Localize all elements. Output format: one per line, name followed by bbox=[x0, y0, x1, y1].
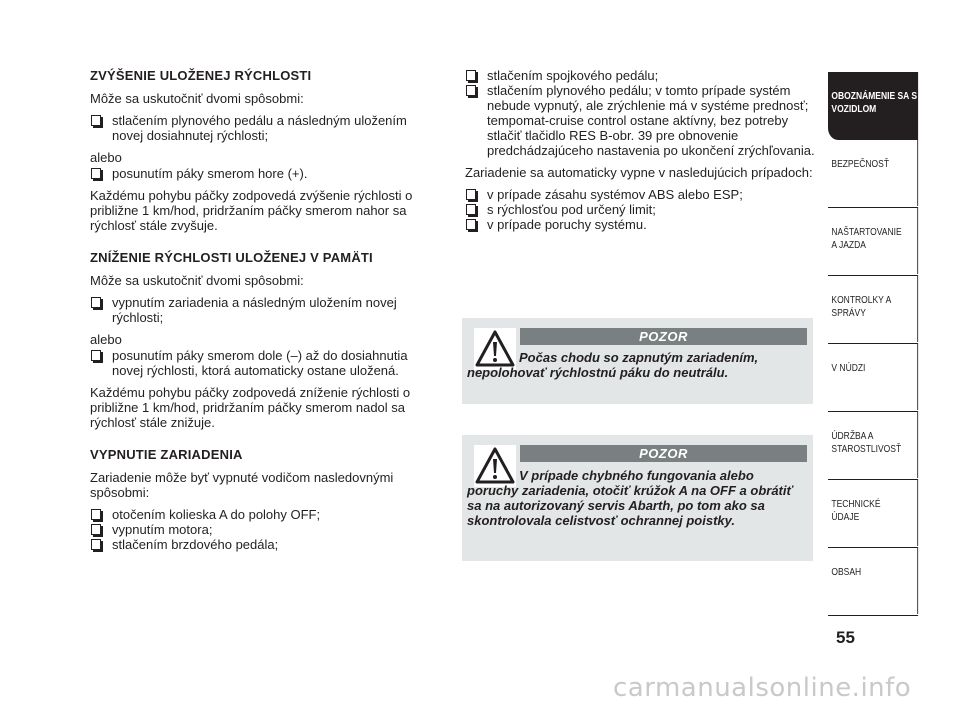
checkbox-bullet-icon bbox=[91, 115, 101, 126]
bullet-list bbox=[465, 68, 815, 158]
bullet-list bbox=[90, 507, 440, 552]
section-heading-decrease-speed: ZNÍŽENIE RÝCHLOSTI ULOŽENEJ V PAMÄTI bbox=[90, 250, 373, 265]
nav-tab-emergency[interactable]: V NÚDZI bbox=[828, 344, 905, 412]
checkbox-bullet-icon bbox=[91, 350, 101, 361]
list-item: vypnutím motora; bbox=[90, 522, 440, 537]
nav-tab-warnings[interactable]: KONTROLKY A SPRÁVY bbox=[828, 276, 905, 344]
checkbox-bullet-icon bbox=[466, 219, 476, 230]
paragraph: Zariadenie sa automaticky vypne v nasledujúcich prípadoch: bbox=[465, 165, 813, 180]
checkbox-bullet-icon bbox=[91, 168, 101, 179]
warning-box bbox=[462, 435, 813, 561]
list-item: posunutím páky smerom hore (+). bbox=[90, 166, 440, 181]
bullet-list bbox=[90, 348, 440, 378]
right-column bbox=[465, 68, 815, 239]
checkbox-bullet-icon bbox=[91, 509, 101, 520]
paragraph: Môže sa uskutočniť dvomi spôsobmi: bbox=[90, 273, 304, 288]
bullet-list bbox=[90, 295, 440, 325]
checkbox-bullet-icon bbox=[91, 539, 101, 550]
paragraph: alebo bbox=[90, 332, 122, 347]
page-number: 55 bbox=[836, 628, 855, 647]
paragraph: Zariadenie môže byť vypnuté vodičom nasledovnými spôsobmi: bbox=[90, 470, 394, 500]
paragraph: Každému pohybu páčky zodpovedá zníženie rýchlosti o približne 1 km/hod, pridržaním páčky smerom nadol sa rýchlosť stále znižuje. bbox=[90, 385, 411, 430]
nav-tab-maintenance[interactable]: ÚDRŽBA A STAROSTLIVOSŤ bbox=[828, 412, 905, 480]
nav-tab-technical-data[interactable]: TECHNICKÉ ÚDAJE bbox=[828, 480, 905, 548]
checkbox-bullet-icon bbox=[91, 524, 101, 535]
paragraph: Môže sa uskutočniť dvomi spôsobmi: bbox=[90, 91, 304, 106]
left-column bbox=[90, 68, 440, 559]
paragraph: alebo bbox=[90, 150, 122, 165]
checkbox-bullet-icon bbox=[91, 297, 101, 308]
section-heading-turn-off: VYPNUTIE ZARIADENIA bbox=[90, 447, 243, 462]
list-item: v prípade zásahu systémov ABS alebo ESP; bbox=[465, 187, 815, 202]
nav-tab-safety[interactable]: BEZPEČNOSŤ bbox=[828, 140, 905, 208]
bullet-list bbox=[465, 187, 815, 232]
checkbox-bullet-icon bbox=[466, 85, 476, 96]
list-item: stlačením spojkového pedálu; bbox=[465, 68, 815, 83]
section-heading-increase-speed: ZVÝŠENIE ULOŽENEJ RÝCHLOSTI bbox=[90, 68, 312, 83]
nav-tab-contents[interactable]: OBSAH bbox=[828, 548, 905, 616]
warning-title: POZOR bbox=[520, 328, 807, 345]
list-item: stlačením plynového pedálu a následným uložením novej dosiahnutej rýchlosti; bbox=[90, 113, 440, 143]
list-item: v prípade poruchy systému. bbox=[465, 217, 815, 232]
checkbox-bullet-icon bbox=[466, 70, 476, 81]
warning-text: Počas chodu so zapnutým zariadením, nepolohovať rýchlostnú páku do neutrálu. bbox=[467, 350, 759, 380]
list-item: stlačením plynového pedálu; v tomto prípade systém nebude vypnutý, ale zrýchlenie má v systéme prednosť; tempomat-cruise control ostane aktívny, bez potreby stlačiť tlačidlo RES B-obr. 39 pre obnovenie predchádzajúceho nastavenia po ukončení zrýchľovania. bbox=[465, 83, 815, 158]
bullet-list bbox=[90, 113, 440, 143]
list-item: s rýchlosťou pod určený limit; bbox=[465, 202, 815, 217]
nav-tab-driving[interactable]: NAŠTARTOVANIE A JAZDA bbox=[828, 208, 905, 276]
list-item: stlačením brzdového pedála; bbox=[90, 537, 440, 552]
list-item: posunutím páky smerom dole (–) až do dosiahnutia novej rýchlosti, ktorá automaticky ostane uložená. bbox=[90, 348, 440, 378]
paragraph: Každému pohybu páčky zodpovedá zvýšenie rýchlosti o približne 1 km/hod, pridržaním páčky smerom nahor sa rýchlosť stále zvyšuje. bbox=[90, 188, 413, 233]
nav-tab-vehicle[interactable]: OBOZNÁMENIE SA S VOZIDLOM bbox=[828, 72, 918, 140]
list-item: vypnutím zariadenia a následným uložením novej rýchlosti; bbox=[90, 295, 440, 325]
list-item: otočením kolieska A do polohy OFF; bbox=[90, 507, 440, 522]
bullet-list bbox=[90, 166, 440, 181]
checkbox-bullet-icon bbox=[466, 204, 476, 215]
warning-box bbox=[462, 318, 813, 404]
watermark: carmanualsonline.info bbox=[613, 673, 912, 703]
warning-text: V prípade chybného fungovania alebo poruchy zariadenia, otočiť krúžok A na OFF a obrátiť sa na autorizovaný servis Abarth, po tom ako sa skontrolovala celistvosť ochrannej poistky. bbox=[467, 468, 793, 528]
checkbox-bullet-icon bbox=[466, 189, 476, 200]
warning-title: POZOR bbox=[520, 445, 807, 462]
